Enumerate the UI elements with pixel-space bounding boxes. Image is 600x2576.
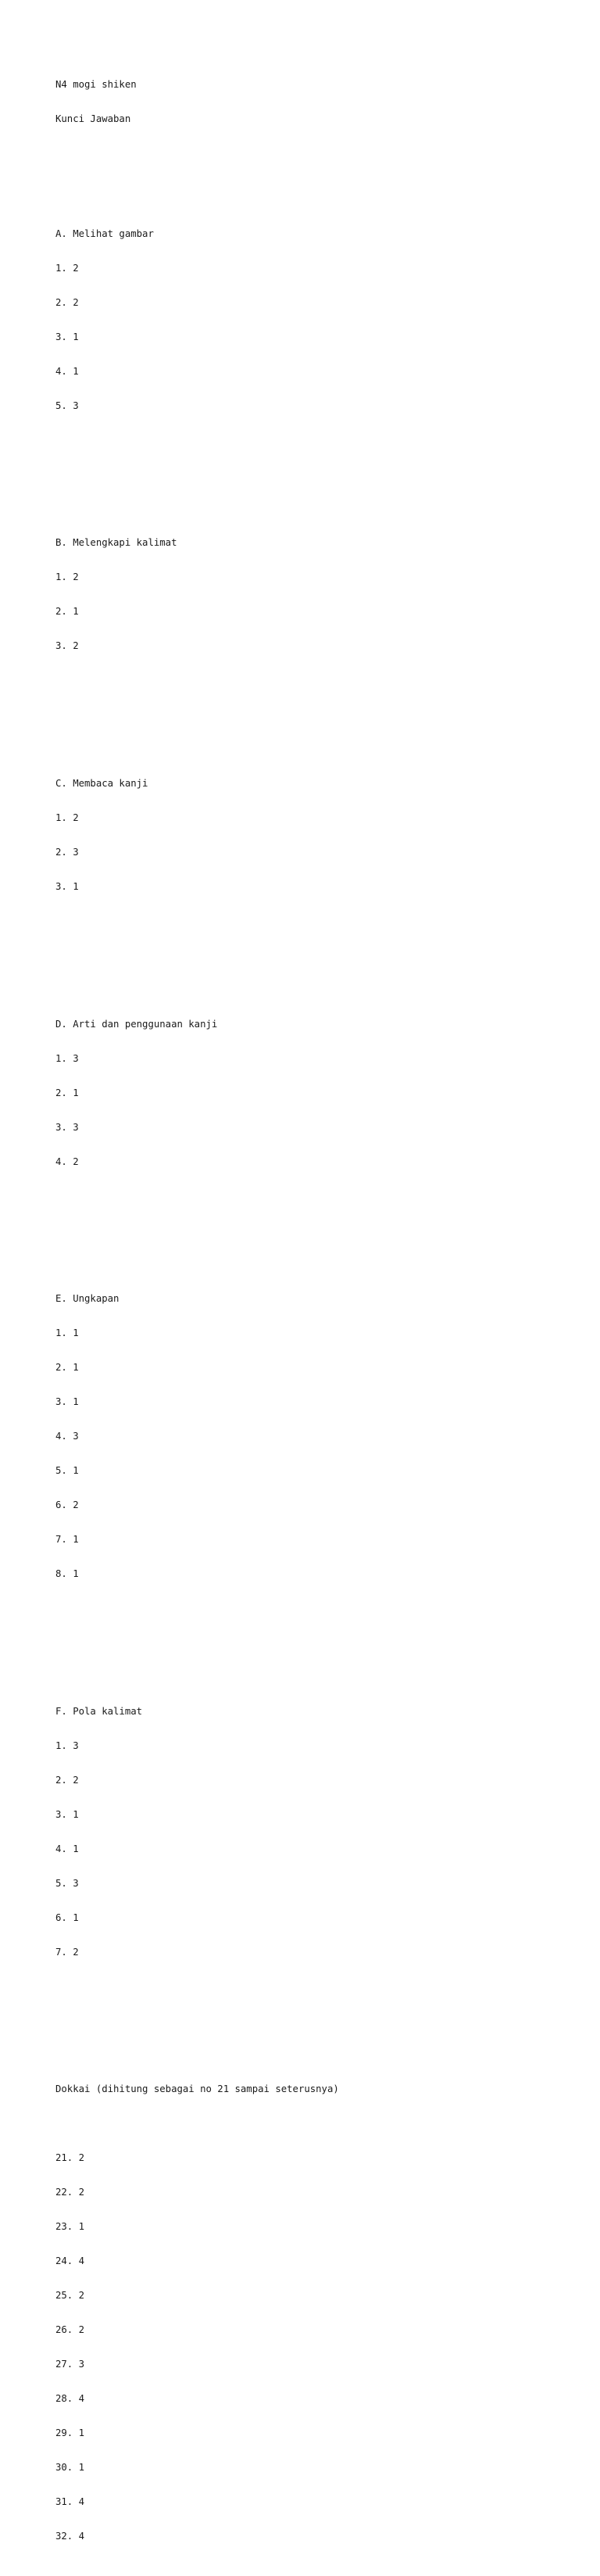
answer-line: 6. 1 xyxy=(55,1911,79,1923)
section-heading: A. Melihat gambar xyxy=(55,228,154,239)
answer-line: 4. 1 xyxy=(55,1843,79,1854)
answer-line: 1. 3 xyxy=(55,1052,79,1064)
answer-line: 4. 1 xyxy=(55,365,79,377)
section-f xyxy=(55,1683,339,1981)
answer-key-document xyxy=(55,56,339,2576)
answer-line: 24. 4 xyxy=(55,2255,85,2267)
spacer xyxy=(55,938,339,950)
answer-line: 3. 3 xyxy=(55,1121,79,1133)
answer-line: 7. 1 xyxy=(55,1534,79,1546)
answer-line: 28. 4 xyxy=(55,2393,85,2405)
answer-line: 4. 3 xyxy=(55,1431,79,1442)
answer-line: 32. 4 xyxy=(55,2530,85,2542)
answer-line: 5. 1 xyxy=(55,1465,79,1477)
section-heading: Dokkai (dihitung sebagai no 21 sampai seterusnya) xyxy=(55,2083,339,2095)
spacer xyxy=(55,148,339,159)
section-b xyxy=(55,514,339,675)
spacer xyxy=(55,698,339,710)
spacer xyxy=(55,1625,339,1637)
answer-line: 7. 2 xyxy=(55,1946,79,1958)
answer-line: 2. 3 xyxy=(55,847,79,858)
answer-line: 31. 4 xyxy=(55,2495,85,2507)
answer-line: 1. 2 xyxy=(55,812,79,824)
answer-line: 2. 1 xyxy=(55,606,79,618)
answer-line: 4. 2 xyxy=(55,1155,79,1167)
answer-line: 1. 1 xyxy=(55,1327,79,1339)
answer-line: 22. 2 xyxy=(55,2187,85,2198)
section-heading: E. Ungkapan xyxy=(55,1293,120,1305)
answer-line: 26. 2 xyxy=(55,2324,85,2336)
answer-line: 23. 1 xyxy=(55,2221,85,2233)
section-heading: C. Membaca kanji xyxy=(55,778,148,790)
answer-line: 25. 2 xyxy=(55,2290,85,2302)
answer-line: 1. 2 xyxy=(55,262,79,274)
answer-line: 5. 3 xyxy=(55,399,79,411)
answer-line: 27. 3 xyxy=(55,2359,85,2370)
answer-line: 3. 2 xyxy=(55,640,79,652)
section-dokkai xyxy=(55,2061,339,2565)
answer-line: 2. 2 xyxy=(55,1774,79,1786)
section-heading: B. Melengkapi kalimat xyxy=(55,537,177,549)
answer-line: 5. 3 xyxy=(55,1877,79,1889)
section-c xyxy=(55,755,339,915)
answer-line: 1. 2 xyxy=(55,571,79,583)
spacer xyxy=(55,2118,339,2130)
document-subtitle: Kunci Jawaban xyxy=(55,113,131,125)
answer-line: 2. 1 xyxy=(55,1087,79,1098)
spacer xyxy=(55,1213,339,1225)
section-a xyxy=(55,205,339,434)
answer-line: 3. 1 xyxy=(55,331,79,342)
document-title: N4 mogi shiken xyxy=(55,79,137,91)
section-d xyxy=(55,996,339,1191)
section-heading: F. Pola kalimat xyxy=(55,1705,143,1717)
answer-line: 30. 1 xyxy=(55,2461,85,2473)
answer-line: 21. 2 xyxy=(55,2152,85,2164)
answer-line: 2. 1 xyxy=(55,1362,79,1374)
answer-line: 8. 1 xyxy=(55,1568,79,1580)
answer-line: 29. 1 xyxy=(55,2427,85,2438)
answer-line: 1. 3 xyxy=(55,1739,79,1751)
spacer xyxy=(55,2004,339,2015)
section-e xyxy=(55,1270,339,1603)
answer-line: 2. 2 xyxy=(55,296,79,308)
answer-line: 3. 1 xyxy=(55,1808,79,1820)
section-heading: D. Arti dan penggunaan kanji xyxy=(55,1018,218,1030)
spacer xyxy=(55,457,339,469)
answer-line: 3. 1 xyxy=(55,880,79,892)
answer-line: 3. 1 xyxy=(55,1396,79,1408)
answer-line: 6. 2 xyxy=(55,1499,79,1511)
